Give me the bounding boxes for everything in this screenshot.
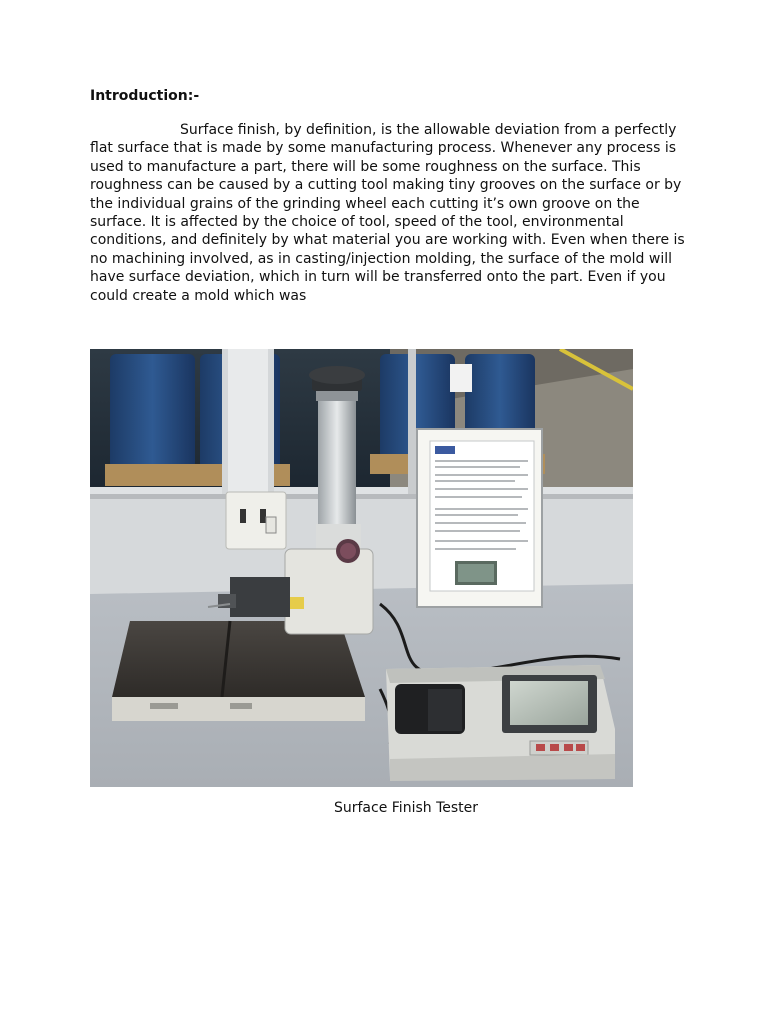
paragraph-line: have surface deviation, which in turn will be transferred onto the part. Even if you bbox=[90, 269, 666, 286]
surface-finish-tester-photo bbox=[90, 349, 633, 787]
paragraph-line: flat surface that is made by some manufacturing process. Whenever any process is bbox=[90, 140, 677, 157]
paragraph-line: could create a mold which was bbox=[90, 287, 307, 304]
paragraph-line: roughness can be caused by a cutting tool making tiny grooves on the surface or by bbox=[90, 177, 682, 194]
section-heading: Introduction:- bbox=[90, 88, 200, 104]
paragraph-line: the individual grains of the grinding wheel each cutting it’s own groove on the bbox=[90, 195, 640, 212]
figure-caption: Surface Finish Tester bbox=[333, 800, 479, 816]
paragraph-line: used to manufacture a part, there will be some roughness on the surface. This bbox=[90, 158, 641, 175]
paragraph-line: conditions, and definitely by what material you are working with. Even when there is bbox=[90, 232, 685, 249]
paragraph-line: surface. It is affected by the choice of tool, speed of the tool, environmental bbox=[90, 214, 624, 231]
paragraph-line: no machining involved, as in casting/injection molding, the surface of the mold will bbox=[90, 250, 672, 267]
paragraph-line: Surface finish, by definition, is the allowable deviation from a perfectly bbox=[180, 122, 677, 138]
body-paragraph bbox=[90, 121, 685, 305]
